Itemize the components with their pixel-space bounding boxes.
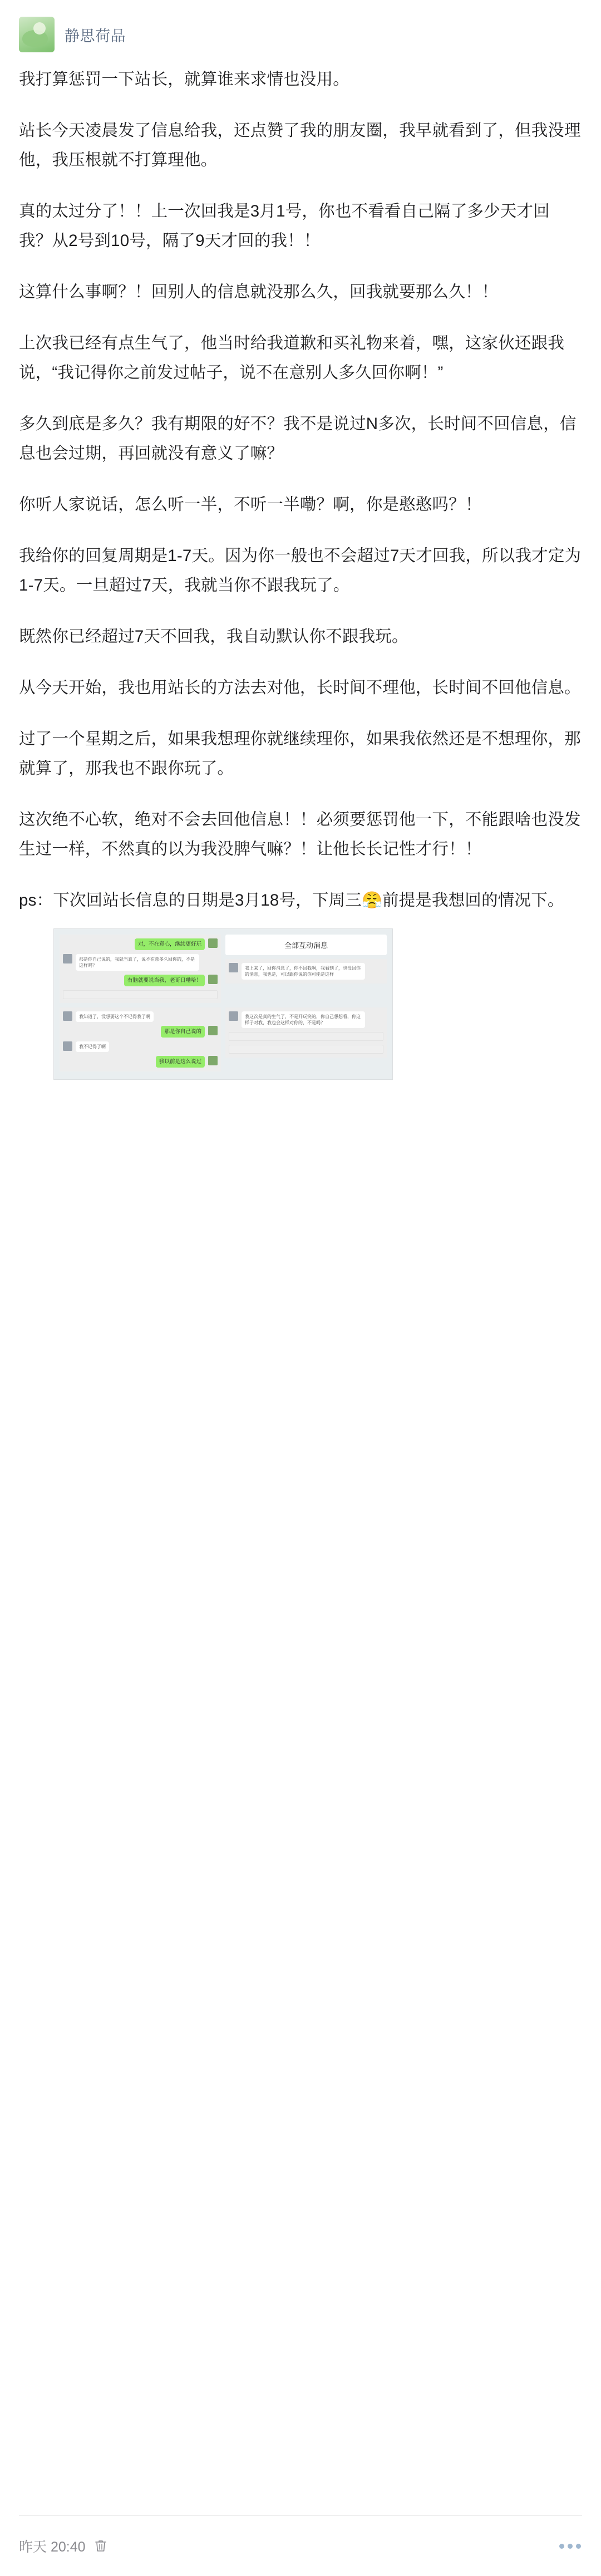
post-paragraph: 这算什么事啊？！回别人的信息就没那么久，回我就要那么久！！: [19, 283, 499, 301]
screenshot-bottom-row: [60, 1007, 387, 1071]
post-paragraph: 站长今天凌晨发了信息给我，还点赞了我的朋友圈，我早就看到了，但我没理他，我压根就不打算理他。: [19, 121, 581, 169]
chat-message: [63, 1041, 218, 1052]
chat-bubble: 我这次是真的生气了，不是开玩笑的，你自己想想看，你这样子对我，我也会这样对你的，不是吗？: [242, 1011, 365, 1028]
chat-bubble: 我上来了，回你消息了，你不回我啊，我看到了，也没回你的消息，我也是，可以跟你说的你可能是这样: [242, 963, 365, 980]
post-paragraph: 过了一个星期之后，如果我想理你就继续理你，如果我依然还是不想理你，那就算了，那我也不跟你玩了。: [19, 730, 581, 778]
post-body: [19, 65, 582, 915]
avatar: [208, 1056, 218, 1065]
avatar: [63, 1011, 72, 1021]
post-paragraph: 你听人家说话，怎么听一半，不听一半嘞？啊，你是憨憨吗？！: [19, 495, 482, 514]
avatar: [63, 1041, 72, 1051]
avatar: [208, 975, 218, 984]
author-name[interactable]: 静思荷品: [65, 27, 126, 45]
screenshot-right-column-lower: [225, 1007, 387, 1071]
chat-bubble: 有脑就要说当我，老哥日嘞哈！: [124, 975, 205, 986]
chat-message: [229, 1011, 383, 1028]
post-paragraph: 我给你的回复周期是1-7天。因为你一般也不会超过7天才回我，所以我才定为1-7天。一旦超过7天，我就当你不跟我玩了。: [19, 547, 582, 594]
timestamp: 昨天 20:40: [19, 2539, 86, 2555]
chat-bubble: 对，不在意心，继续更好玩: [135, 938, 205, 950]
chat-message: [63, 1011, 218, 1022]
post-header: [19, 17, 582, 52]
chat-bubble: 我不记得了啊: [76, 1041, 109, 1052]
avatar: [208, 1026, 218, 1035]
post-paragraph: 这次绝不心软，绝对不会去回他信息！！必须要惩罚他一下，不能跟啥也没发生过一样，不然真的以为我没脾气嘛？！让他长长记性才行！！: [19, 810, 581, 858]
chat-pane-right-bottom: [225, 1007, 387, 1058]
screenshot-top-row: [60, 935, 387, 1003]
placeholder-block: [229, 1045, 383, 1054]
screenshot-right-column: [225, 935, 387, 1003]
placeholder-block: [229, 1032, 383, 1041]
footer-left-group: [19, 2536, 107, 2556]
avatar: [229, 1011, 238, 1021]
screenshot-left-column: [60, 935, 221, 1003]
post-paragraph: 从今天开始，我也用站长的方法去对他，长时间不理他，长时间不回他信息。: [19, 679, 581, 697]
screenshot-left-column-lower: [60, 1007, 221, 1071]
post-paragraph: 我打算惩罚一下站长，就算谁来求情也没用。: [19, 70, 350, 89]
more-dots-icon[interactable]: [558, 2540, 582, 2552]
chat-pane-left-top: [60, 935, 221, 1003]
chat-message: [229, 963, 383, 980]
avatar: [208, 938, 218, 948]
interaction-messages-banner[interactable]: 全部互动消息: [225, 935, 387, 955]
lotus-avatar[interactable]: [19, 17, 55, 52]
post-paragraph: 真的太过分了！！上一次回我是3月1号，你也不看看自己隔了多少天才回我？从2号到10号，隔了9天才回的我！！: [19, 202, 550, 250]
post-paragraph: 多久到底是多久？我有期限的好不？我不是说过N多次，长时间不回信息，信息也会过期，再回就没有意义了嘛？: [19, 415, 577, 463]
chat-message: [63, 938, 218, 950]
chat-bubble: 我以前是这么说过: [156, 1056, 205, 1068]
post-paragraph: 既然你已经超过7天不回我，我自动默认你不跟我玩。: [19, 627, 408, 646]
chat-pane-left-bottom: [60, 1007, 221, 1071]
chat-bubble: 那是你自己说的: [161, 1026, 205, 1038]
post-paragraph: ps：下次回站长信息的日期是3月18号，下周三😤前提是我想回的情况下。: [19, 891, 564, 910]
avatar: [229, 963, 238, 972]
chat-message: [63, 975, 218, 986]
chat-bubble: 那是你自己说的，我就当真了，说不在意多久回你的，不是这样吗？: [76, 954, 199, 971]
avatar: [63, 954, 72, 963]
trash-icon[interactable]: [95, 2539, 107, 2553]
chat-bubble: 我知道了，没想要这个不记得我了啊: [76, 1011, 154, 1022]
chat-pane-right-top: [225, 959, 387, 984]
chat-message: [63, 1026, 218, 1038]
placeholder-block: [63, 990, 218, 999]
chat-message: [63, 954, 218, 971]
chat-message: [63, 1056, 218, 1068]
attached-screenshot[interactable]: [53, 928, 393, 1080]
post-paragraph: 上次我已经有点生气了，他当时给我道歉和买礼物来着，嘿，这家伙还跟我说，“我记得你之前发过帖子，说不在意别人多久回你啊！”: [19, 334, 565, 382]
post-footer: [19, 2515, 582, 2576]
